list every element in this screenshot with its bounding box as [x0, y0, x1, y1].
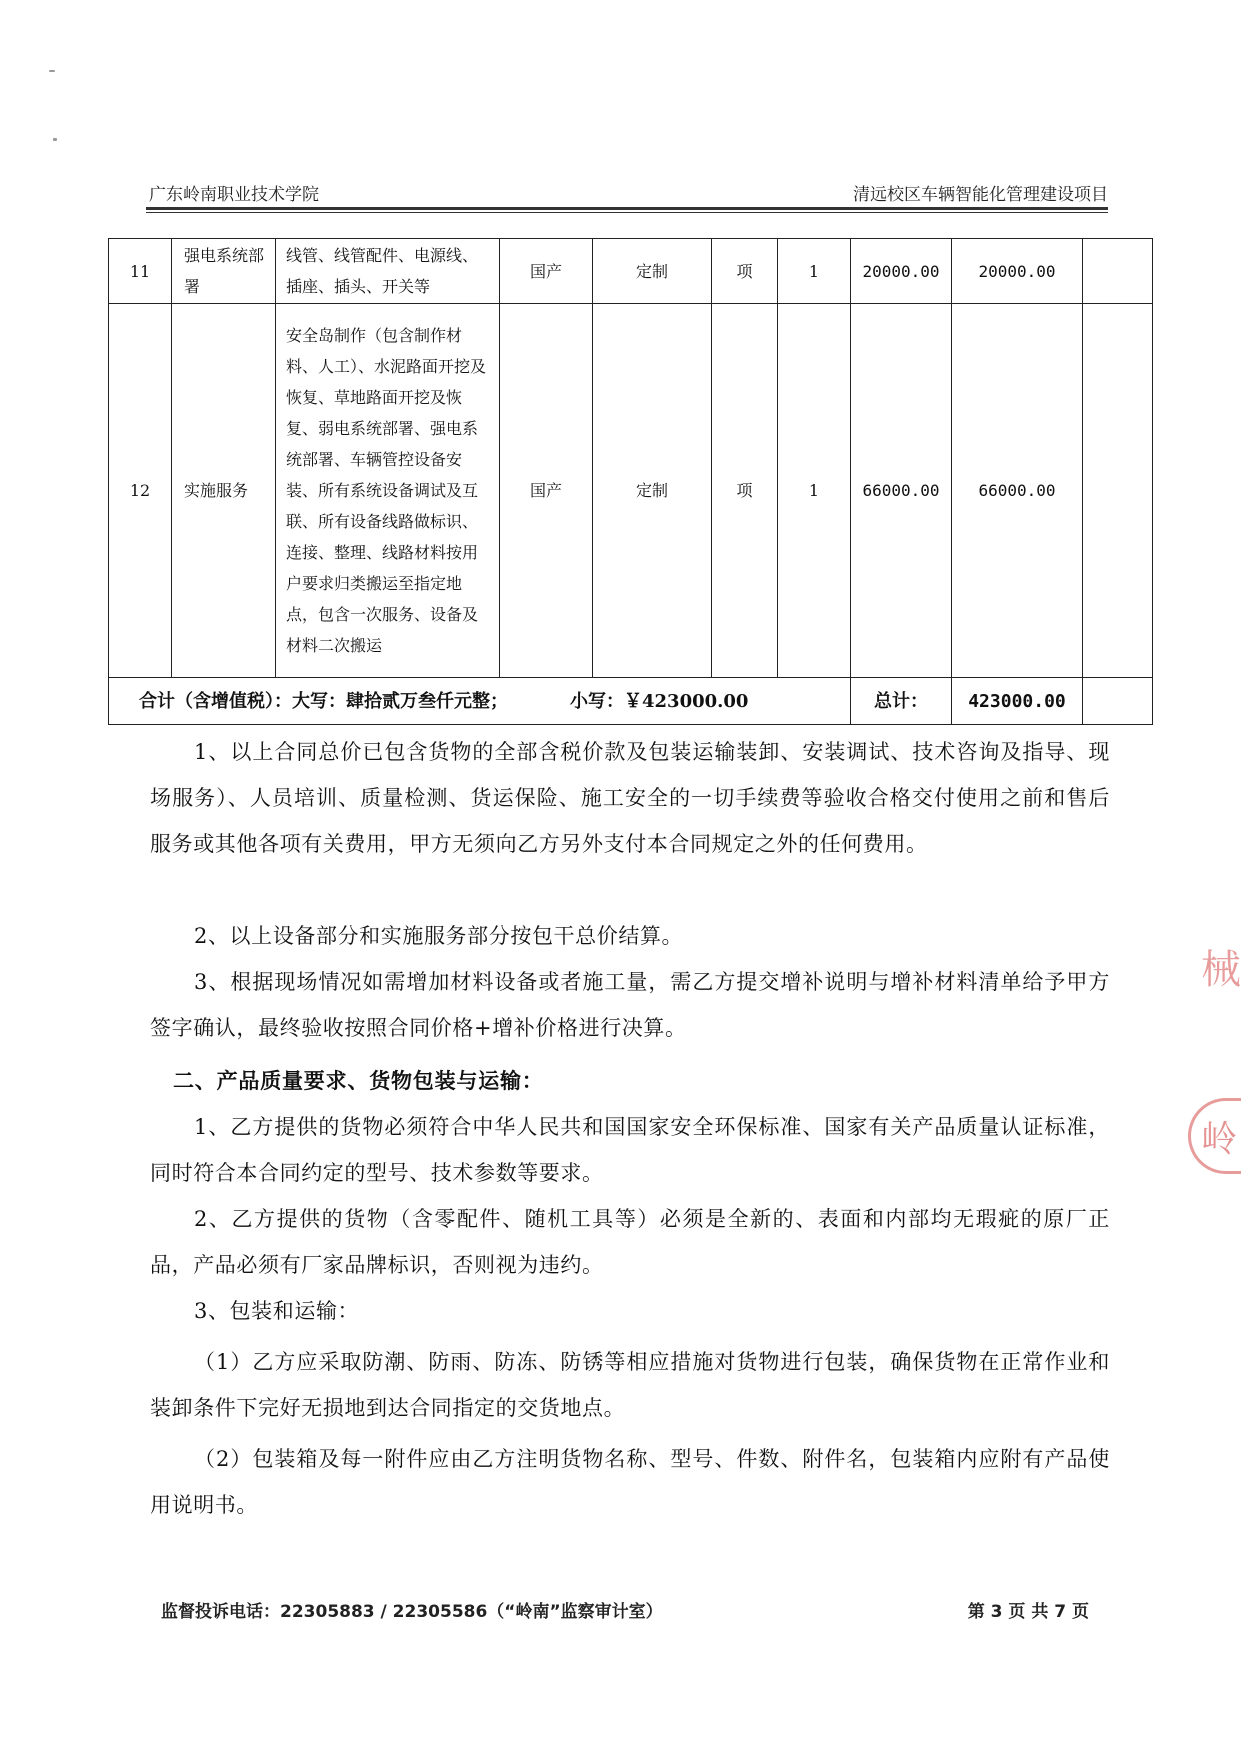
- table-row: [109, 304, 1153, 678]
- seal-glyph: 岭: [1201, 1119, 1238, 1160]
- cell-remark: [1083, 304, 1153, 678]
- footer-complaint-hotline: 监督投诉电话：22305883 / 22305586（“岭南”监察审计室）: [161, 1602, 663, 1622]
- cell-amount: 20000.00: [952, 239, 1083, 304]
- section2-item-3: 3、包装和运输：: [194, 1299, 360, 1323]
- cell-item-name: 强电系统部署: [172, 239, 276, 304]
- cell-model: 定制: [593, 239, 712, 304]
- cell-spec: 线管、线管配件、电源线、插座、插头、开关等: [276, 239, 500, 304]
- price-table: [108, 238, 1153, 725]
- footer-page-number: 第 3 页 共 7 页: [967, 1602, 1089, 1622]
- grand-total-label: 总计：: [851, 678, 952, 725]
- seal-fragment: 械: [1201, 947, 1241, 993]
- cell-qty: 1: [778, 239, 851, 304]
- cell-spec: 安全岛制作（包含制作材料、人工）、水泥路面开挖及恢复、草地路面开挖及恢复、弱电系统部署、强电系统部署、车辆管控设备安装、所有系统设备调试及互联、所有设备线路做标识、连接、整理、线路材料按用户要求归类搬运至指定地点，包含一次服务、设备及材料二次搬运: [276, 304, 500, 678]
- cell-unit-price: 20000.00: [851, 239, 952, 304]
- total-row: [109, 678, 1153, 725]
- cell-unit-price: 66000.00: [851, 304, 952, 678]
- total-in-words: 合计（含增值税）：大写：肆拾贰万叁仟元整；: [139, 690, 508, 712]
- cell-unit: 项: [712, 304, 778, 678]
- grand-total-value: 423000.00: [952, 678, 1083, 725]
- header-project-title: 清远校区车辆智能化管理建设项目: [853, 185, 1108, 205]
- header-rule-thick: [146, 207, 1108, 210]
- cell-no: 11: [109, 239, 172, 304]
- header-rule-thin: [146, 212, 1108, 213]
- cell-remark: [1083, 239, 1153, 304]
- clause-2: 2、以上设备部分和实施服务部分按包干总价结算。: [194, 924, 684, 948]
- section2-item-2: 2、乙方提供的货物（含零配件、随机工具等）必须是全新的、表面和内部均无瑕疵的原厂正品，产品必须有厂家品牌标识，否则视为违约。: [150, 1207, 1110, 1277]
- section2-item-1: 1、乙方提供的货物必须符合中华人民共和国国家安全环保标准、国家有关产品质量认证标准，同时符合本合同约定的型号、技术参数等要求。: [150, 1115, 1110, 1185]
- cell-unit: 项: [712, 239, 778, 304]
- cell-model: 定制: [593, 304, 712, 678]
- cell-no: 12: [109, 304, 172, 678]
- section2-item-3-1: （1）乙方应采取防潮、防雨、防冻、防锈等相应措施对货物进行包装，确保货物在正常作业和装卸条件下完好无损地到达合同指定的交货地点。: [150, 1350, 1110, 1420]
- section-heading: 二、产品质量要求、货物包装与运输：: [173, 1069, 544, 1093]
- table-row: [109, 239, 1153, 304]
- cell-item-name: 实施服务: [172, 304, 276, 678]
- cell-qty: 1: [778, 304, 851, 678]
- cell-amount: 66000.00: [952, 304, 1083, 678]
- total-in-figures: 小写：￥423000.00: [570, 690, 749, 712]
- section2-item-3-2: （2）包装箱及每一附件应由乙方注明货物名称、型号、件数、附件名，包装箱内应附有产品使用说明书。: [150, 1447, 1110, 1517]
- clause-3: 3、根据现场情况如需增加材料设备或者施工量，需乙方提交增补说明与增补材料清单给予甲方签字确认，最终验收按照合同价格+增补价格进行决算。: [150, 970, 1110, 1040]
- scan-speck: [53, 138, 57, 141]
- total-in-words-cell: [109, 678, 851, 725]
- total-remark-cell: [1083, 678, 1153, 725]
- cell-origin: 国产: [500, 239, 593, 304]
- cell-origin: 国产: [500, 304, 593, 678]
- scan-speck: [49, 70, 55, 72]
- clause-1: 1、以上合同总价已包含货物的全部含税价款及包装运输装卸、安装调试、技术咨询及指导、现场服务）、人员培训、质量检测、货运保险、施工安全的一切手续费等验收合格交付使用之前和售后服务或其他各项有关费用，甲方无须向乙方另外支付本合同规定之外的任何费用。: [150, 740, 1110, 856]
- header-institution: 广东岭南职业技术学院: [149, 185, 319, 205]
- seal-fragment: [1188, 1098, 1241, 1174]
